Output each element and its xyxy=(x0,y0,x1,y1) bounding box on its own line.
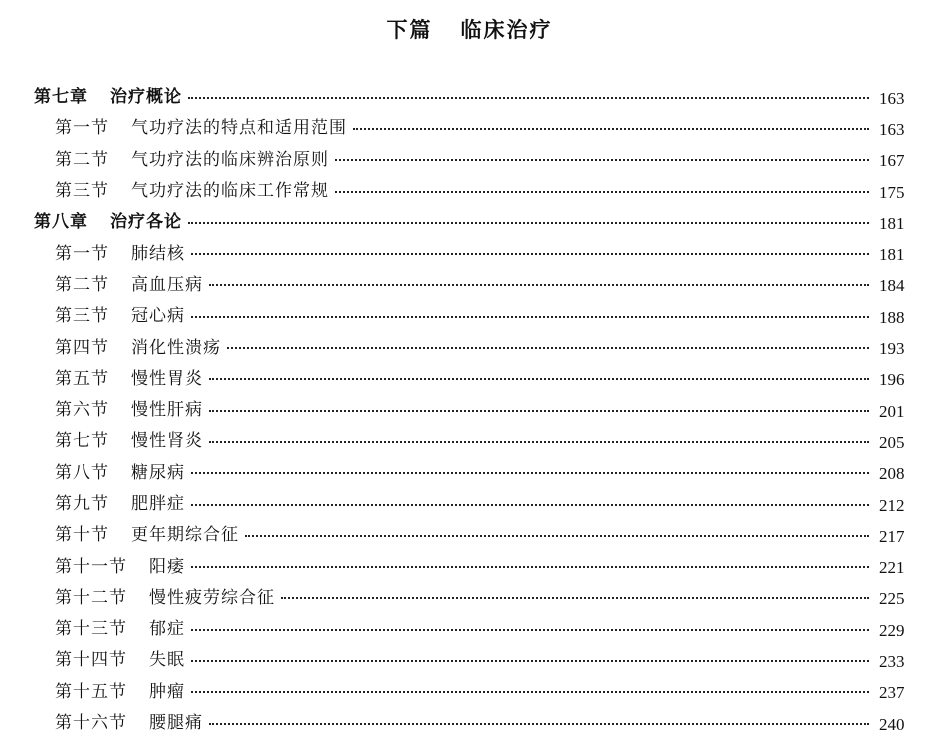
dot-leader xyxy=(227,347,869,349)
dot-leader xyxy=(188,97,869,99)
page-number: 212 xyxy=(879,495,905,515)
toc-section-entry[interactable] xyxy=(0,486,939,517)
toc-section-entry[interactable] xyxy=(0,674,939,705)
entry-title: 治疗概论 xyxy=(110,87,182,108)
entry-number: 第九节 xyxy=(55,494,109,514)
dot-leader xyxy=(191,253,869,255)
page-number: 181 xyxy=(879,213,905,233)
entry-title: 肥胖症 xyxy=(131,494,185,514)
entry-number: 第五节 xyxy=(55,368,109,389)
entry-title: 高血压病 xyxy=(131,274,203,295)
entry-number: 第十节 xyxy=(55,525,109,546)
dot-leader xyxy=(191,316,869,318)
toc-section-entry[interactable] xyxy=(0,110,939,141)
page-number: 181 xyxy=(879,245,905,265)
entry-number: 第十六节 xyxy=(55,713,127,734)
page-number: 193 xyxy=(879,339,905,359)
entry-number: 第十五节 xyxy=(55,681,127,702)
dot-leader xyxy=(188,222,869,224)
dot-leader xyxy=(353,128,869,130)
toc-section-entry[interactable] xyxy=(0,548,939,579)
page-number: 163 xyxy=(879,88,905,108)
entry-title: 慢性胃炎 xyxy=(131,368,203,389)
entry-number: 第十二节 xyxy=(55,587,127,608)
page-number: 237 xyxy=(879,683,905,703)
toc-chapter-entry[interactable] xyxy=(0,79,939,110)
entry-number: 第七节 xyxy=(55,431,109,452)
page-number: 167 xyxy=(879,151,905,171)
entry-number: 第二节 xyxy=(55,274,109,295)
entry-number: 第一节 xyxy=(55,118,109,139)
dot-leader xyxy=(209,410,869,412)
entry-title: 失眠 xyxy=(149,650,185,671)
toc-section-entry[interactable] xyxy=(0,235,939,266)
toc-section-entry[interactable] xyxy=(0,580,939,611)
dot-leader xyxy=(281,597,869,599)
page-number: 229 xyxy=(879,620,905,640)
toc-section-entry[interactable] xyxy=(0,611,939,642)
entry-title: 消化性溃疡 xyxy=(131,337,221,358)
entry-title: 治疗各论 xyxy=(110,212,182,233)
page-number: 201 xyxy=(879,401,905,421)
entry-number: 第十一节 xyxy=(55,556,127,577)
entry-title: 肿瘤 xyxy=(149,681,185,702)
entry-number: 第二节 xyxy=(55,149,109,170)
entry-title: 腰腿痛 xyxy=(149,713,203,734)
toc-section-entry[interactable] xyxy=(0,455,939,486)
entry-title: 郁症 xyxy=(149,619,185,640)
entry-title: 慢性疲劳综合征 xyxy=(149,587,275,608)
entry-title: 更年期综合征 xyxy=(131,525,239,546)
toc-section-entry[interactable] xyxy=(0,705,939,736)
dot-leader xyxy=(335,191,869,193)
dot-leader xyxy=(191,504,869,506)
dot-leader xyxy=(245,535,869,537)
page-number: 184 xyxy=(879,276,905,296)
dot-leader xyxy=(209,441,869,443)
dot-leader xyxy=(209,723,869,725)
page-number: 240 xyxy=(879,714,905,734)
page-number: 217 xyxy=(879,526,905,546)
entry-title: 气功疗法的特点和适用范围 xyxy=(131,118,347,139)
toc-chapter-entry[interactable] xyxy=(0,204,939,235)
part-name: 下篇 xyxy=(386,17,433,42)
entry-title: 冠心病 xyxy=(131,306,185,327)
toc-section-entry[interactable] xyxy=(0,173,939,204)
entry-number: 第七章 xyxy=(34,87,88,108)
table-of-contents xyxy=(0,79,939,736)
entry-number: 第三节 xyxy=(55,306,109,327)
entry-number: 第八章 xyxy=(34,212,88,233)
entry-title: 气功疗法的临床辨治原则 xyxy=(131,149,329,170)
dot-leader xyxy=(335,159,869,161)
dot-leader xyxy=(191,629,869,631)
entry-title: 肺结核 xyxy=(131,243,185,264)
page-number: 175 xyxy=(879,182,905,202)
toc-section-entry[interactable] xyxy=(0,298,939,329)
page-number: 225 xyxy=(879,589,905,609)
toc-section-entry[interactable] xyxy=(0,392,939,423)
page-number: 221 xyxy=(879,558,905,578)
page-number: 233 xyxy=(879,651,905,671)
entry-number: 第三节 xyxy=(55,181,109,202)
entry-title: 慢性肾炎 xyxy=(131,431,203,452)
dot-leader xyxy=(191,691,869,693)
page-number: 208 xyxy=(879,464,905,484)
toc-section-entry[interactable] xyxy=(0,423,939,454)
toc-section-entry[interactable] xyxy=(0,517,939,548)
page-title xyxy=(0,14,939,44)
dot-leader xyxy=(191,566,869,568)
page-number: 163 xyxy=(879,119,905,139)
page-number: 188 xyxy=(879,307,905,327)
entry-title: 气功疗法的临床工作常规 xyxy=(131,181,329,202)
entry-number: 第一节 xyxy=(55,243,109,264)
dot-leader xyxy=(209,284,869,286)
toc-section-entry[interactable] xyxy=(0,142,939,173)
entry-title: 糖尿病 xyxy=(131,462,185,483)
toc-section-entry[interactable] xyxy=(0,642,939,673)
entry-number: 第八节 xyxy=(55,462,109,483)
toc-section-entry[interactable] xyxy=(0,361,939,392)
part-title: 临床治疗 xyxy=(460,17,553,42)
dot-leader xyxy=(191,472,869,474)
entry-number: 第十四节 xyxy=(55,650,127,671)
page-number: 196 xyxy=(879,370,905,390)
dot-leader xyxy=(209,378,869,380)
entry-number: 第六节 xyxy=(55,400,109,421)
entry-number: 第十三节 xyxy=(55,619,127,640)
toc-section-entry[interactable] xyxy=(0,267,939,298)
entry-title: 阳痿 xyxy=(149,556,185,577)
page-number: 205 xyxy=(879,432,905,452)
entry-number: 第四节 xyxy=(55,337,109,358)
toc-section-entry[interactable] xyxy=(0,329,939,360)
dot-leader xyxy=(191,660,869,662)
entry-title: 慢性肝病 xyxy=(131,400,203,421)
